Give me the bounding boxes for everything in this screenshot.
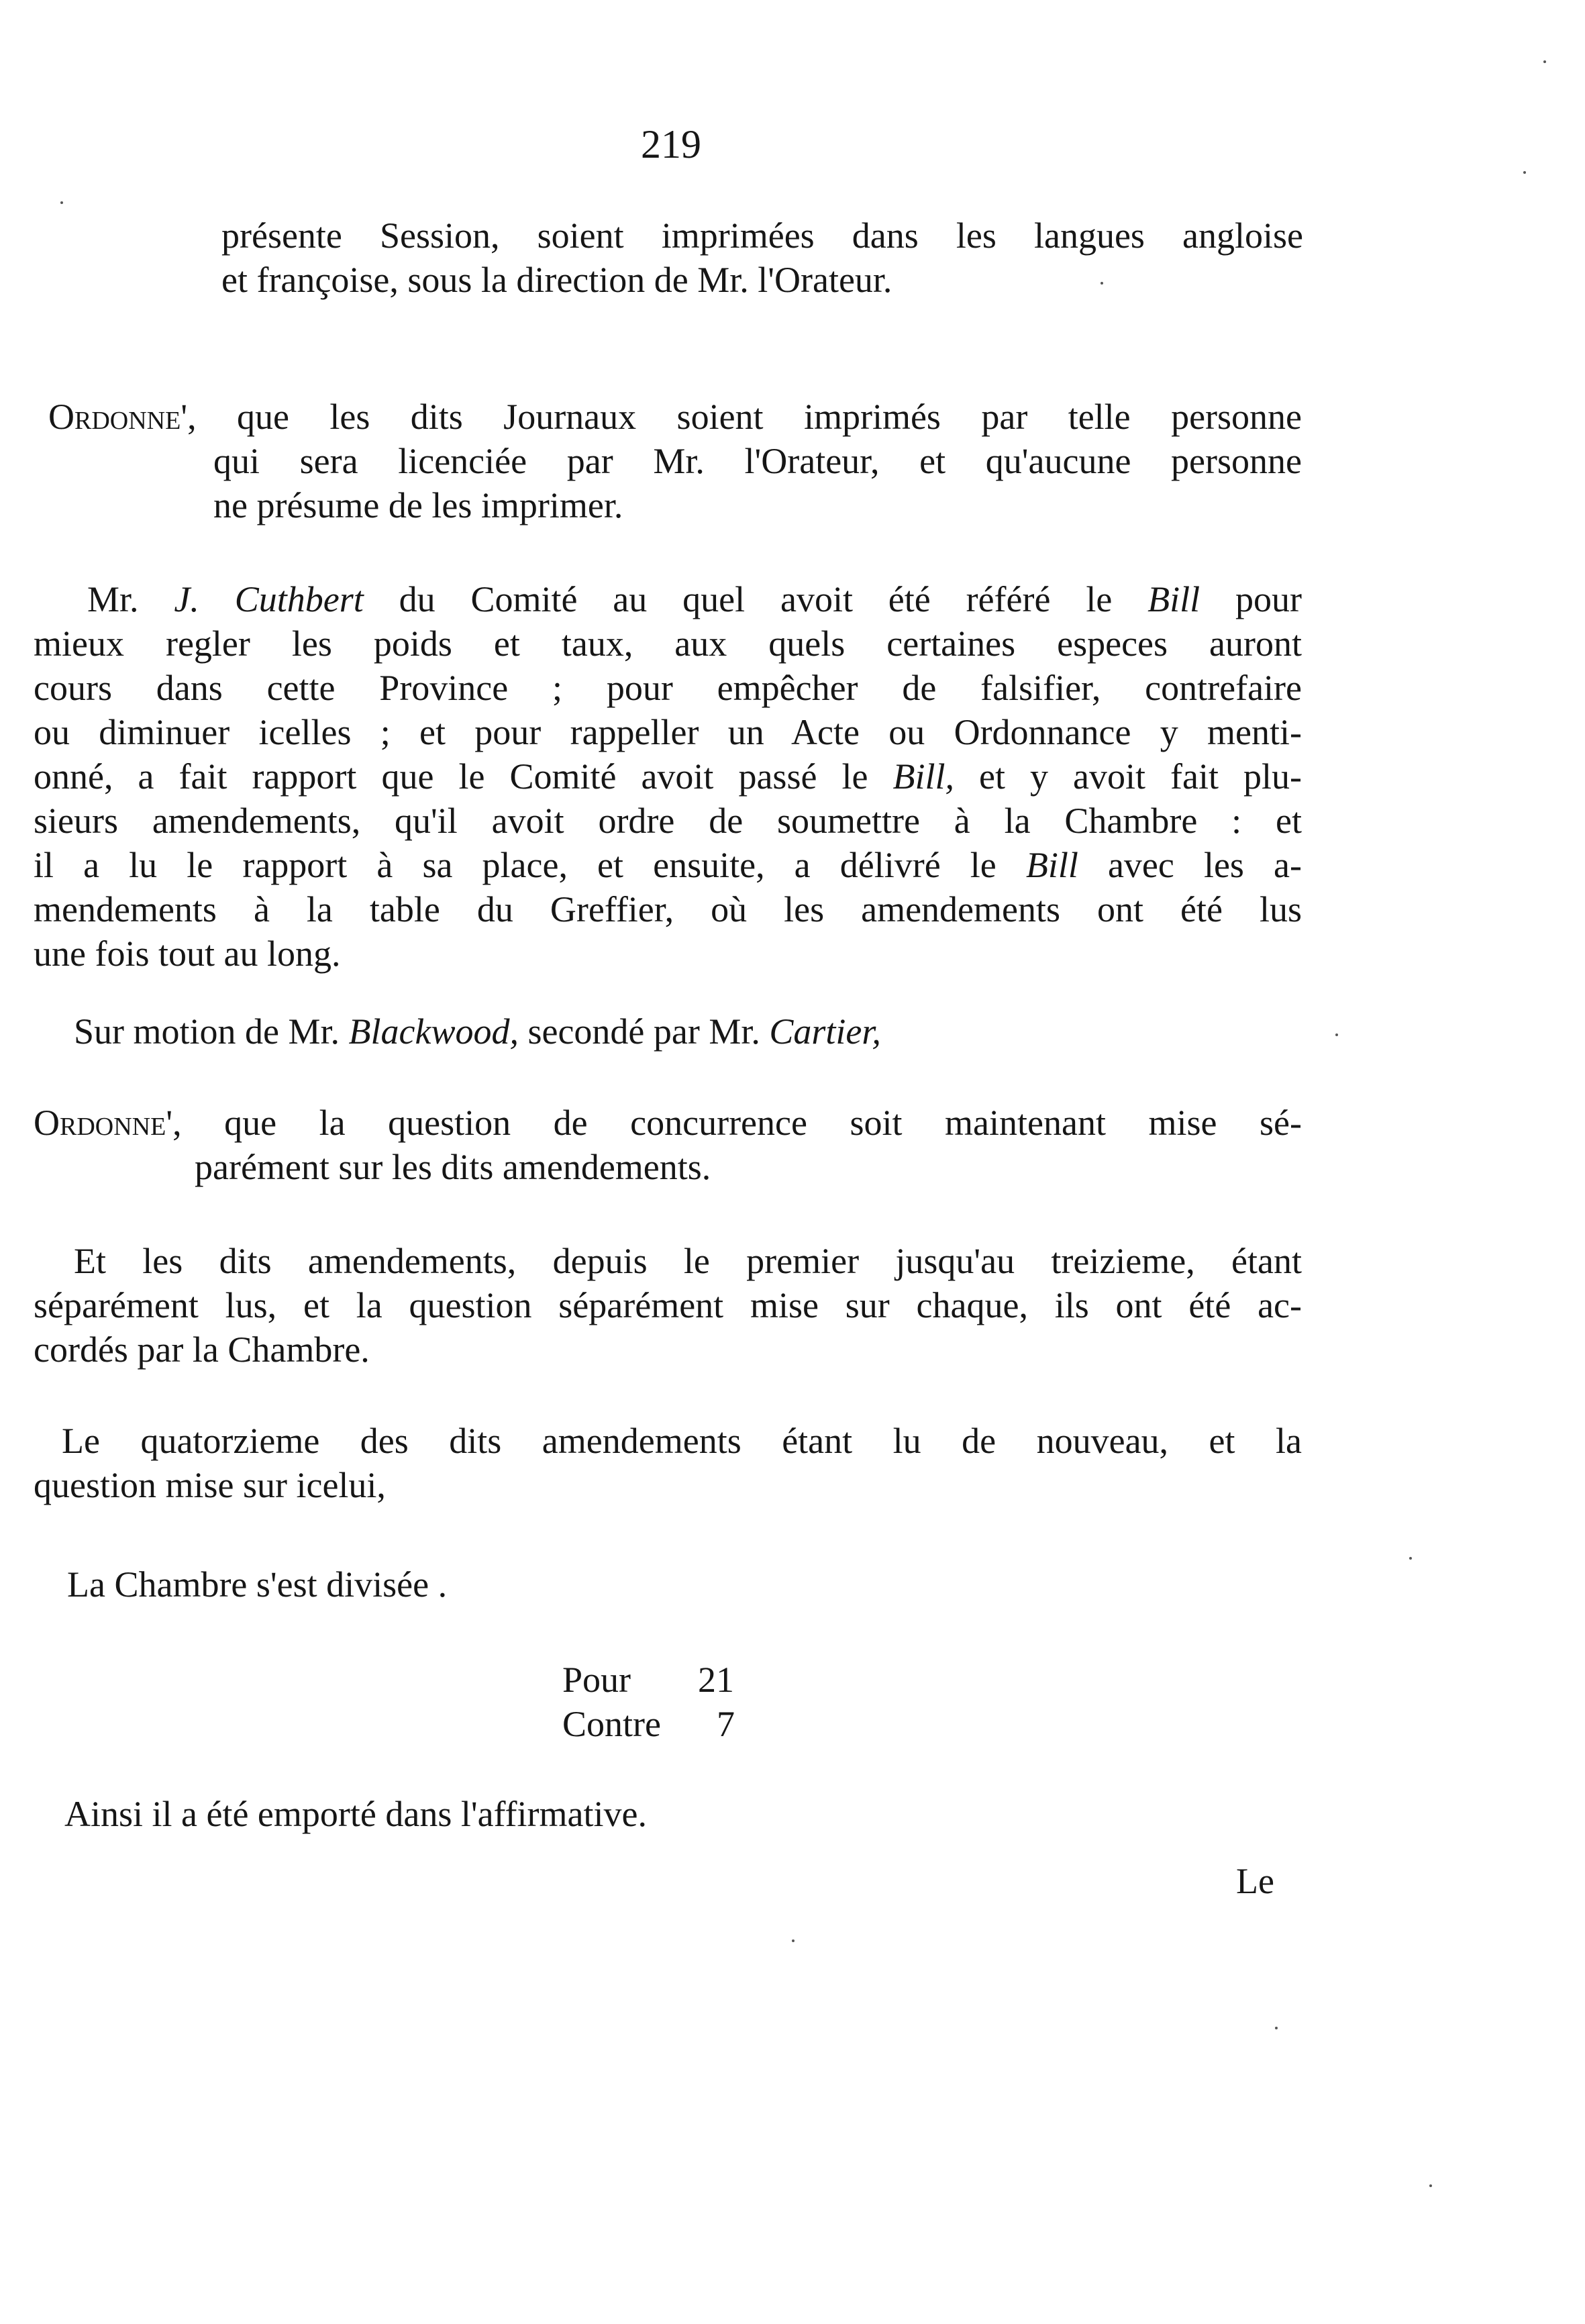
paragraph-motion: Sur motion de Mr. Blackwood, secondé par Mr. Cartier, — [74, 1011, 881, 1052]
text-line: Le quatorzieme des dits amendements étant lu de nouveau, et la — [62, 1421, 1302, 1461]
paragraph-division: La Chambre s'est divisée . — [67, 1564, 448, 1605]
print-speck — [1101, 282, 1103, 285]
text-line: il a lu le rapport à sa place, et ensuite, a délivré le Bill avec les a- — [34, 845, 1302, 885]
ordonne-keyword: Ordonne' — [48, 397, 188, 437]
text-line: parément sur les dits amendements. — [195, 1147, 711, 1187]
print-speck — [1335, 1033, 1338, 1036]
text-line: mieux regler les poids et taux, aux quels certaines especes auront — [34, 623, 1302, 664]
text-line: Ordonne', que la question de concurrence soit maintenant mise sé- — [34, 1103, 1302, 1143]
ordonne-keyword: Ordonne' — [34, 1103, 173, 1143]
text-line: ne présume de les imprimer. — [213, 485, 623, 525]
person-name: J. Cuthbert — [174, 579, 364, 619]
text-line: ou diminuer icelles ; et pour rappeller un Acte ou Ordonnance y menti- — [34, 712, 1302, 752]
text-line: mendements à la table du Greffier, où les amendements ont été lus — [34, 889, 1302, 929]
catchword: Le — [1236, 1861, 1274, 1901]
text-line: et françoise, sous la direction de Mr. l'Orateur. — [221, 260, 892, 300]
vote-contre-count: 7 — [717, 1704, 735, 1744]
paragraph-affirmative: Ainsi il a été emporté dans l'affirmative. — [64, 1794, 647, 1834]
person-name: Blackwood, — [348, 1011, 519, 1052]
text-line: Mr. J. Cuthbert du Comité au quel avoit été référé le Bill pour — [87, 579, 1302, 619]
print-speck — [1409, 1557, 1412, 1560]
text-line: séparément lus, et la question séparément mise sur chaque, ils ont été ac- — [34, 1285, 1302, 1325]
print-speck — [1523, 171, 1526, 174]
page-number: 219 — [641, 122, 701, 166]
text-line: présente Session, soient imprimées dans les langues angloise — [221, 215, 1303, 256]
vote-pour-label: Pour — [562, 1660, 631, 1700]
vote-pour-count: 21 — [698, 1660, 734, 1700]
text-line: Ordonne', que les dits Journaux soient imprimés par telle personne — [48, 397, 1302, 437]
text-line: Et les dits amendements, depuis le premier jusqu'au treizieme, étant — [74, 1241, 1302, 1281]
text-line: qui sera licenciée par Mr. l'Orateur, et qu'aucune personne — [213, 441, 1302, 481]
text-line: question mise sur icelui, — [34, 1465, 386, 1505]
person-name: Cartier, — [769, 1011, 881, 1052]
print-speck — [1429, 2184, 1432, 2187]
print-speck — [1275, 2027, 1278, 2029]
print-speck — [792, 1939, 795, 1942]
text-line: sieurs amendements, qu'il avoit ordre de soumettre à la Chambre : et — [34, 801, 1302, 841]
text-line: cordés par la Chambre. — [34, 1329, 370, 1370]
print-speck — [60, 201, 63, 204]
text-line: onné, a fait rapport que le Comité avoit passé le Bill, et y avoit fait plu- — [34, 756, 1302, 797]
text-line: cours dans cette Province ; pour empêcher de falsifier, contrefaire — [34, 668, 1302, 708]
text-line: une fois tout au long. — [34, 933, 341, 974]
vote-contre-label: Contre — [562, 1704, 661, 1744]
print-speck — [1543, 60, 1546, 63]
